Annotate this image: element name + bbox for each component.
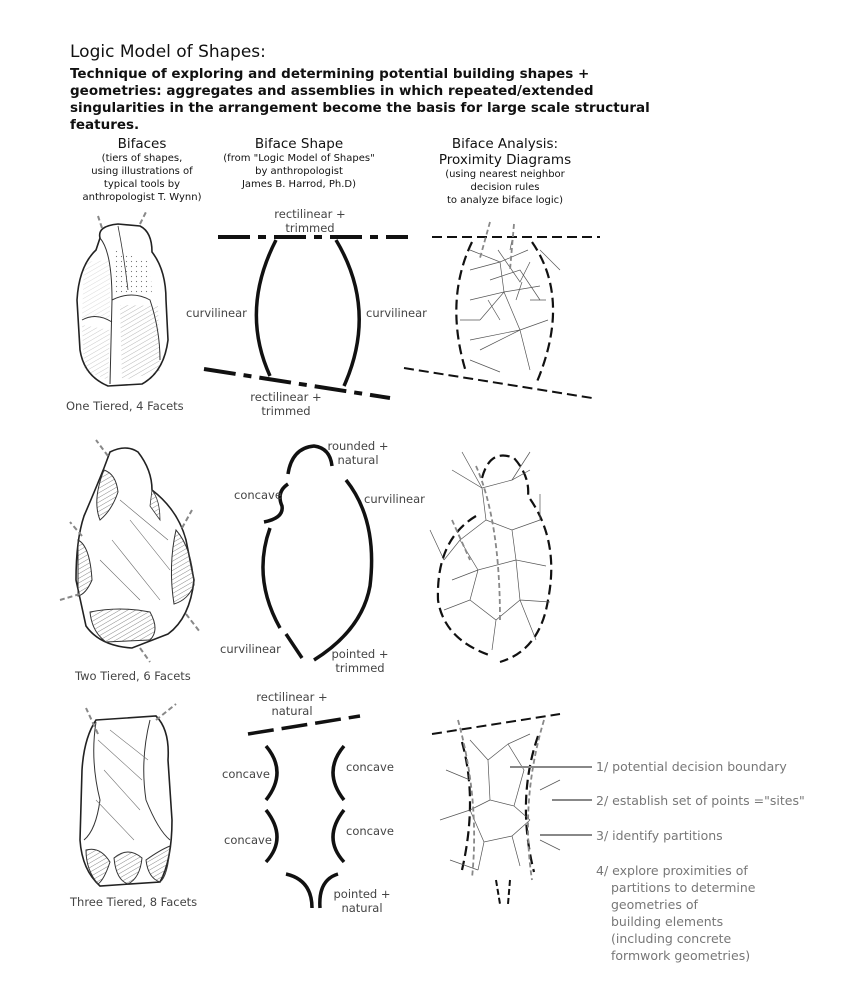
col-subline: anthropologist T. Wynn) <box>82 192 202 203</box>
page-title: Logic Model of Shapes: <box>70 42 266 62</box>
label-line: trimmed <box>261 404 311 418</box>
proximity-diagram-row3 <box>432 714 560 904</box>
label-line: natural <box>271 704 313 718</box>
label-rectilinear-trimmed-top <box>250 207 370 235</box>
col-subline: using illustrations of <box>91 166 193 177</box>
col-subline: (from "Logic Model of Shapes" <box>223 153 375 164</box>
biface-drawing-row3 <box>80 704 176 886</box>
label-rounded-natural <box>318 439 398 467</box>
label-rectilinear-trimmed-bottom <box>226 390 346 418</box>
label-curvilinear-left: curvilinear <box>186 306 247 320</box>
proximity-diagram-row2 <box>430 452 551 662</box>
caption-row3: Three Tiered, 8 Facets <box>70 895 198 909</box>
step-line: formwork geometries) <box>611 948 751 963</box>
label-line: rectilinear + <box>250 390 322 404</box>
biface-drawing-row2 <box>60 440 200 662</box>
step-line: building elements <box>611 914 724 929</box>
step-line: partitions to determine <box>611 880 756 895</box>
label-curvilinear-right: curvilinear <box>364 492 425 506</box>
col-heading: Biface Analysis: <box>451 136 559 152</box>
col-heading: Proximity Diagrams <box>438 152 572 168</box>
label-concave: concave <box>234 488 282 502</box>
label-line: natural <box>337 453 379 467</box>
label-line: pointed + <box>331 647 389 661</box>
label-rectilinear-natural <box>232 690 352 718</box>
col-subline: James B. Harrod, Ph.D) <box>241 179 357 190</box>
label-line: trimmed <box>285 221 335 235</box>
caption-row1: One Tiered, 4 Facets <box>66 399 184 413</box>
label-curvilinear-left: curvilinear <box>220 642 281 656</box>
label-line: natural <box>341 901 383 915</box>
label-pointed-trimmed <box>320 647 400 675</box>
step-line: 4/ explore proximities of <box>596 863 748 878</box>
col-subline: decision rules <box>470 182 540 193</box>
label-curvilinear-right: curvilinear <box>366 306 427 320</box>
step-4 <box>596 862 796 964</box>
page-subtitle: Technique of exploring and determining potential building shapes + geometries: aggregates and assemblies in which repeated/extended singularities in the arrangement become the basis for large scale structural features. <box>70 66 650 133</box>
step-1: 1/ potential decision boundary <box>596 759 787 774</box>
biface-drawing-row1 <box>77 212 168 386</box>
label-line: rectilinear + <box>274 207 346 221</box>
col-subline: (tiers of shapes, <box>101 153 183 164</box>
col-subline: typical tools by <box>103 179 181 190</box>
step-3: 3/ identify partitions <box>596 828 723 843</box>
label-concave-tr: concave <box>346 760 394 774</box>
caption-row2: Two Tiered, 6 Facets <box>75 669 191 683</box>
shape-diagram-row3 <box>248 716 360 908</box>
col-heading: Bifaces <box>117 136 167 152</box>
label-concave-bl: concave <box>224 833 272 847</box>
label-concave-br: concave <box>346 824 394 838</box>
col-subline: to analyze biface logic) <box>446 195 564 206</box>
proximity-diagram-row1 <box>404 222 600 398</box>
col-subline: (using nearest neighbor <box>445 169 565 180</box>
step-line: (including concrete <box>611 931 732 946</box>
label-line: pointed + <box>333 887 391 901</box>
col-heading: Biface Shape <box>254 136 344 152</box>
label-pointed-natural <box>322 887 402 915</box>
label-line: rectilinear + <box>256 690 328 704</box>
step-2: 2/ establish set of points ="sites" <box>596 793 805 808</box>
label-concave-tl: concave <box>222 767 270 781</box>
label-line: trimmed <box>335 661 385 675</box>
shape-diagram-row2 <box>263 446 372 660</box>
label-line: rounded + <box>327 439 389 453</box>
step-line: geometries of <box>611 897 698 912</box>
col-subline: by anthropologist <box>255 166 343 177</box>
